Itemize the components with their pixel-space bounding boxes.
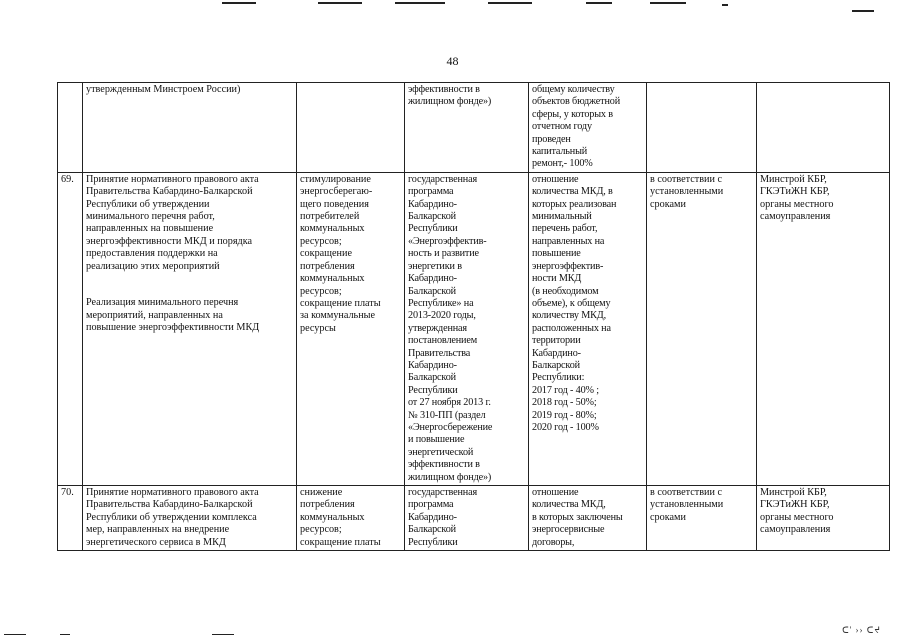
cell-line: ГКЭТиЖН КБР, [760,499,830,511]
cell-line: программа [408,499,454,511]
cell-line: потребления [300,499,355,511]
cell-line: отношение [532,487,579,498]
cell-line: энергетической [408,446,474,458]
expected-effect-cell [297,172,405,485]
cell-line: расположенных на [532,322,611,334]
cell-line: Республики об утверждении комплекса [86,511,257,523]
measure-cell [83,83,297,173]
cell-line: Принятие нормативного правового акта [86,173,259,185]
cell-line: Балкарской [408,372,456,384]
row-number: 69. [58,172,83,485]
deadline-cell [647,172,757,485]
cell-line: Принятие нормативного правового акта [86,487,259,498]
cell-line: от 27 ноября 2013 г. [408,397,491,409]
page-number: 48 [446,54,459,68]
cell-line: объектов бюджетной [532,96,621,108]
cell-line: 2020 год - 100% [532,421,599,433]
program-cell [405,83,529,173]
cell-line: снижение [300,487,343,498]
deadline-cell [647,486,757,551]
cell-line: постановлением [408,335,478,347]
cell-line: в соответствии с [650,173,722,185]
cell-line: Минстрой КБР, [760,487,827,498]
executor-cell [757,172,890,485]
cell-line: общему количеству [532,84,615,95]
cell-line: 2017 год - 40% ; [532,384,599,396]
cell-line: энергоэффектив- [532,260,604,272]
cell-line: сроками [650,198,686,210]
cell-line: ности МКД [532,273,582,285]
cell-line: отчетном году [532,121,592,133]
cell-line: направленных на [532,235,605,247]
cell-line: Кабардино- [408,273,457,285]
indicator-cell [529,486,647,551]
scan-mark-bottom [60,634,70,635]
cell-line: Республики об утверждении [86,198,210,210]
cell-line: коммунальных [300,223,365,235]
cell-line: «Энергосбережение [408,421,493,433]
cell-line: щего поведения [300,198,369,210]
cell-line: энергосберегаю- [300,186,373,198]
measures-table [57,82,890,551]
cell-line: Балкарской [532,359,580,371]
cell-line: сокращение [300,248,352,260]
cell-line: № 310-ПП (раздел [408,409,486,421]
cell-line: энергоэффективности МКД и порядка [86,235,253,247]
cell-line: минимального перечня работ, [86,211,215,223]
cell-line: жилищном фонде») [408,471,492,483]
cell-line: ресурсы [300,322,336,334]
cell-line: Кабардино- [408,198,457,210]
cell-line: Правительства [408,347,471,359]
cell-line: минимальный [532,211,592,223]
cell-line: ность и развитие [408,248,479,260]
cell-line: за коммунальные [300,310,376,322]
cell-line: и повышение [408,434,465,446]
scan-mark-top [395,2,445,4]
indicator-cell [529,83,647,173]
cell-line: (в необходимом [532,285,599,297]
cell-line: сокращение платы [300,536,381,548]
scan-mark-top [852,10,874,12]
cell-line [86,285,293,297]
scan-mark-top [222,2,256,4]
cell-line: эффективности в [408,84,480,95]
cell-line: договоры, [532,536,575,548]
cell-line: ресурсов; [300,235,342,247]
cell-line: проведен [532,133,571,145]
cell-line: энергосервисные [532,524,605,536]
cell-line: коммунальных [300,273,365,285]
cell-line: Кабардино- [532,347,581,359]
cell-line: эффективности в [408,459,480,471]
measure-cell [83,172,297,485]
cell-line: Правительства Кабардино-Балкарской [86,186,253,198]
cell-line: количеству МКД, [532,310,607,322]
cell-line: ГКЭТиЖН КБР, [760,186,830,198]
scan-mark-top [318,2,362,4]
cell-line: повышение энергоэффективности МКД [86,321,260,333]
cell-line: утвержденным Минстроем России) [86,84,241,95]
scan-mark-top [650,2,686,4]
cell-line: энергетики в [408,260,462,272]
cell-line: органы местного [760,198,834,210]
scan-mark-bottom [212,634,234,635]
cell-line: мероприятий, направленных на [86,309,223,321]
cell-line: объеме), к общему [532,297,611,309]
cell-line: ресурсов; [300,524,342,536]
executor-cell [757,83,890,173]
cell-line: Республики [408,536,458,548]
cell-line: Балкарской [408,211,456,223]
cell-line: Минстрой КБР, [760,173,827,185]
cell-line: отношение [532,173,579,185]
table-row [58,486,890,551]
row-number [58,83,83,173]
cell-line: которых реализован [532,198,617,210]
program-cell [405,172,529,485]
cell-line: 2018 год - 50%; [532,397,597,409]
cell-line: государственная [408,173,478,185]
cell-line: жилищном фонде») [408,96,492,108]
scan-mark-top [488,2,532,4]
cell-line: в которых заключены [532,511,623,523]
cell-line: Балкарской [408,285,456,297]
cell-line [86,273,293,285]
cell-line: ремонт,- 100% [532,158,593,170]
cell-line: Кабардино- [408,359,457,371]
executor-cell [757,486,890,551]
cell-line: Реализация минимального перечня [86,297,239,309]
scan-mark-bottom [4,634,26,635]
cell-line: количества МКД, [532,499,606,511]
cell-line: Правительства Кабардино-Балкарской [86,499,253,511]
cell-line: предоставления поддержки на [86,248,218,260]
expected-effect-cell [297,83,405,173]
cell-line: сроками [650,511,686,523]
cell-line: самоуправления [760,524,831,536]
cell-line: органы местного [760,511,834,523]
table-row [58,83,890,173]
cell-line: 2019 год - 80%; [532,409,597,421]
scan-mark-top [586,2,612,4]
cell-line: количества МКД, в [532,186,613,198]
cell-line: повышение [532,248,581,260]
scan-artifact-corner: ᑕ' ›› ᑕᔪ [842,625,881,635]
cell-line: перечень работ, [532,223,598,235]
cell-line: стимулирование [300,173,371,185]
cell-line: сокращение платы [300,297,381,309]
cell-line: 2013-2020 годы, [408,310,476,322]
program-cell [405,486,529,551]
cell-line: мер, направленных на внедрение [86,524,230,536]
cell-line: установленными [650,499,724,511]
table-row [58,172,890,485]
cell-line: утвержденная [408,322,467,334]
cell-line: государственная [408,487,478,498]
cell-line: Республики [408,384,458,396]
cell-line: «Энергоэффектив- [408,235,487,247]
cell-line: коммунальных [300,511,365,523]
cell-line: территории [532,335,581,347]
cell-line: в соответствии с [650,487,722,498]
deadline-cell [647,83,757,173]
cell-line: программа [408,186,454,198]
cell-line: потребителей [300,211,360,223]
cell-line: Республике» на [408,297,474,309]
row-number: 70. [58,486,83,551]
cell-line: установленными [650,186,724,198]
cell-line: сферы, у которых в [532,108,613,120]
cell-line: ресурсов; [300,285,342,297]
cell-line: направленных на повышение [86,223,214,235]
expected-effect-cell [297,486,405,551]
cell-line: реализацию этих мероприятий [86,260,220,272]
cell-line: потребления [300,260,355,272]
scan-mark-top [722,4,728,6]
cell-line: капитальный [532,146,588,158]
cell-line: Республики: [532,372,585,384]
cell-line: энергетического сервиса в МКД [86,536,226,548]
cell-line: Республики [408,223,458,235]
cell-line: Балкарской [408,524,456,536]
indicator-cell [529,172,647,485]
cell-line: самоуправления [760,211,831,223]
cell-line: Кабардино- [408,511,457,523]
measure-cell [83,486,297,551]
